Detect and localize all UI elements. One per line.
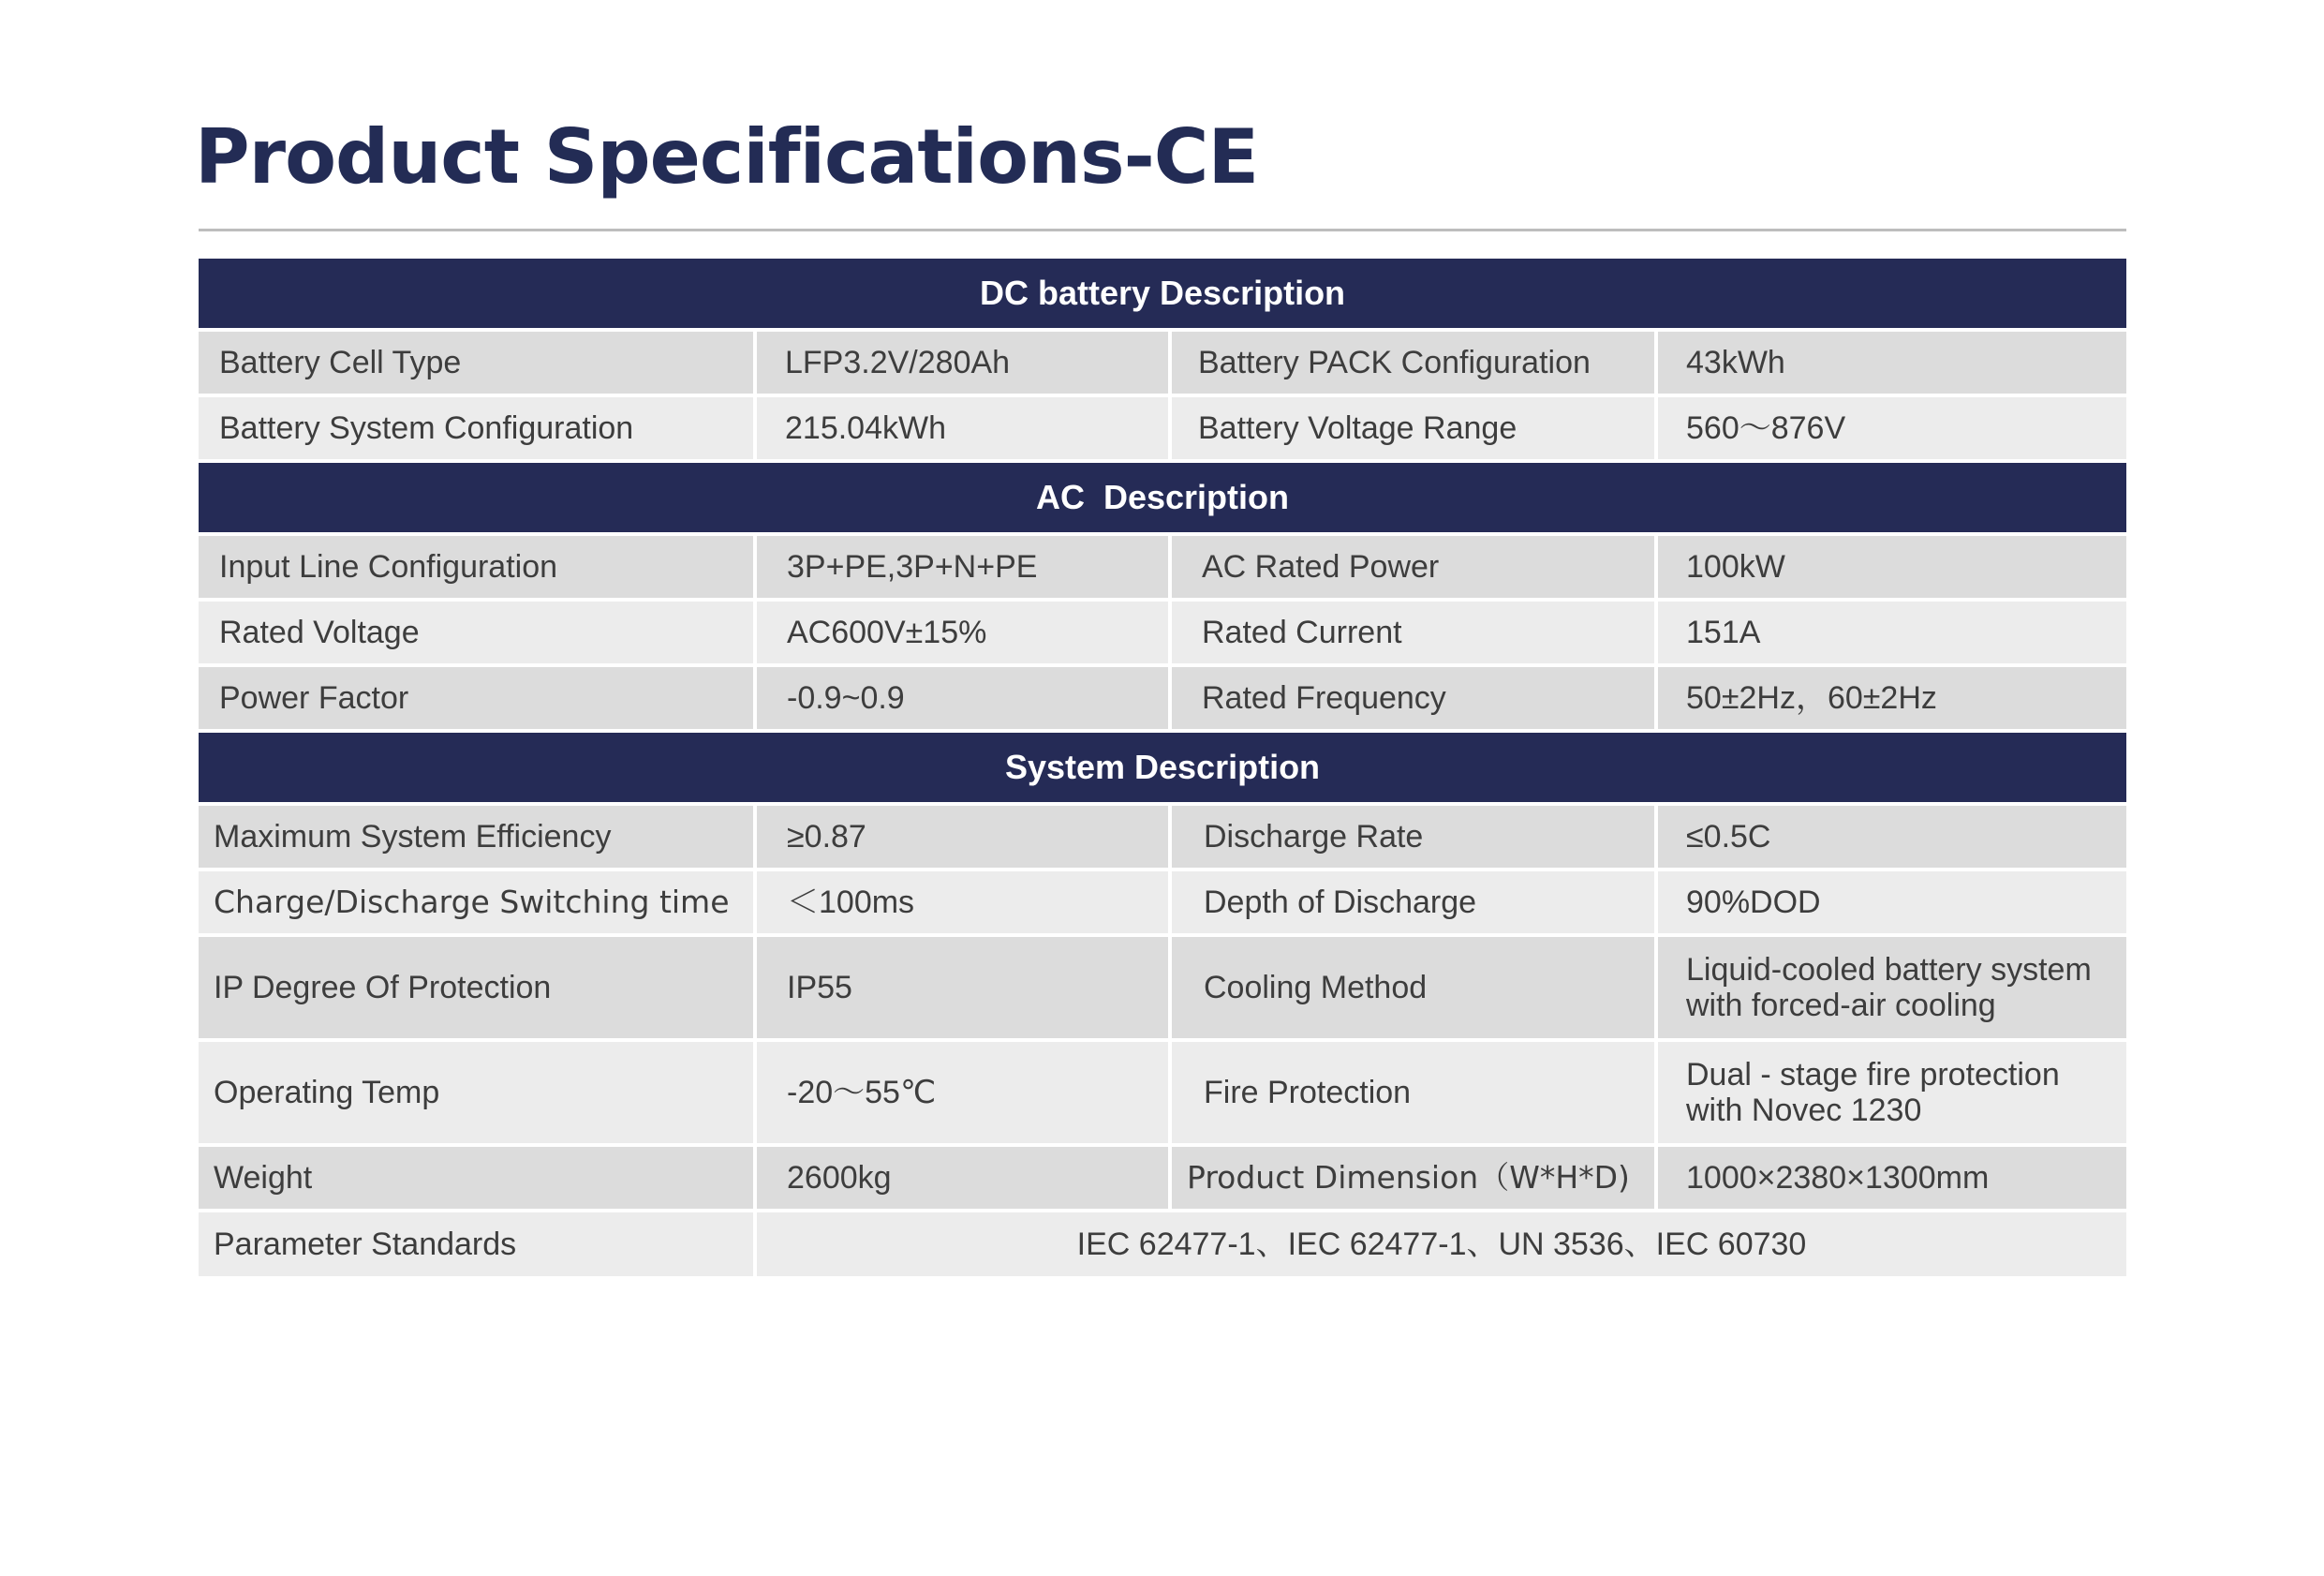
spec-value: 215.04kWh (757, 397, 1172, 463)
spec-value: ≤0.5C (1658, 806, 2126, 871)
spec-label: Cooling Method (1172, 937, 1658, 1042)
spec-label: Power Factor (199, 667, 757, 733)
spec-label: IP Degree Of Protection (199, 937, 757, 1042)
spec-value: Liquid-cooled battery system with forced-air cooling (1658, 937, 2126, 1042)
spec-value: 151A (1658, 602, 2126, 667)
spec-value: 1000×2380×1300mm (1658, 1147, 2126, 1212)
spec-label: Battery System Configuration (199, 397, 757, 463)
spec-label: Input Line Configuration (199, 536, 757, 602)
spec-value: 3P+PE,3P+N+PE (757, 536, 1172, 602)
spec-value: ＜100ms (757, 871, 1172, 937)
table-row (199, 1042, 2126, 1147)
section-title-ac: AC Description (199, 463, 2126, 536)
page-title: Product Specifications-CE (195, 113, 1259, 201)
spec-value: 100kW (1658, 536, 2126, 602)
table-row (199, 1147, 2126, 1212)
spec-value: AC600V±15% (757, 602, 1172, 667)
spec-label: Parameter Standards (199, 1212, 757, 1280)
spec-label: Rated Voltage (199, 602, 757, 667)
section-header-ac (199, 463, 2126, 536)
section-header-dc (199, 259, 2126, 332)
parameter-standards-value: IEC 62477-1、IEC 62477-1、UN 3536、IEC 60730 (757, 1212, 2126, 1280)
spec-label: Discharge Rate (1172, 806, 1658, 871)
spec-label: Operating Temp (199, 1042, 757, 1147)
table-row (199, 332, 2126, 397)
spec-value: IP55 (757, 937, 1172, 1042)
spec-label: Maximum System Efficiency (199, 806, 757, 871)
table-row (199, 937, 2126, 1042)
spec-label: Depth of Discharge (1172, 871, 1658, 937)
section-title-dc: DC battery Description (199, 259, 2126, 332)
spec-value: -0.9~0.9 (757, 667, 1172, 733)
table-row (199, 536, 2126, 602)
spec-value: Dual - stage fire protection with Novec 1230 (1658, 1042, 2126, 1147)
spec-value: ≥0.87 (757, 806, 1172, 871)
spec-label: Product Dimension（W*H*D) (1172, 1147, 1658, 1212)
spec-value: 2600kg (757, 1147, 1172, 1212)
spec-value: -20～55℃ (757, 1042, 1172, 1147)
spec-label: Battery PACK Configuration (1172, 332, 1658, 397)
spec-value: 560～876V (1658, 397, 2126, 463)
spec-value: 43kWh (1658, 332, 2126, 397)
spec-value: 90%DOD (1658, 871, 2126, 937)
section-title-system: System Description (199, 733, 2126, 806)
spec-label: Rated Frequency (1172, 667, 1658, 733)
table-row (199, 1212, 2126, 1280)
spec-table (199, 259, 2126, 1280)
table-row (199, 871, 2126, 937)
spec-label: Fire Protection (1172, 1042, 1658, 1147)
spec-label: Weight (199, 1147, 757, 1212)
spec-label: Rated Current (1172, 602, 1658, 667)
title-divider (199, 229, 2126, 231)
spec-value: 50±2Hz，60±2Hz (1658, 667, 2126, 733)
table-row (199, 602, 2126, 667)
table-row (199, 806, 2126, 871)
spec-label: AC Rated Power (1172, 536, 1658, 602)
table-row (199, 397, 2126, 463)
spec-label: Battery Voltage Range (1172, 397, 1658, 463)
spec-label: Charge/Discharge Switching time (199, 871, 757, 937)
spec-value: LFP3.2V/280Ah (757, 332, 1172, 397)
table-row (199, 667, 2126, 733)
section-header-system (199, 733, 2126, 806)
spec-label: Battery Cell Type (199, 332, 757, 397)
